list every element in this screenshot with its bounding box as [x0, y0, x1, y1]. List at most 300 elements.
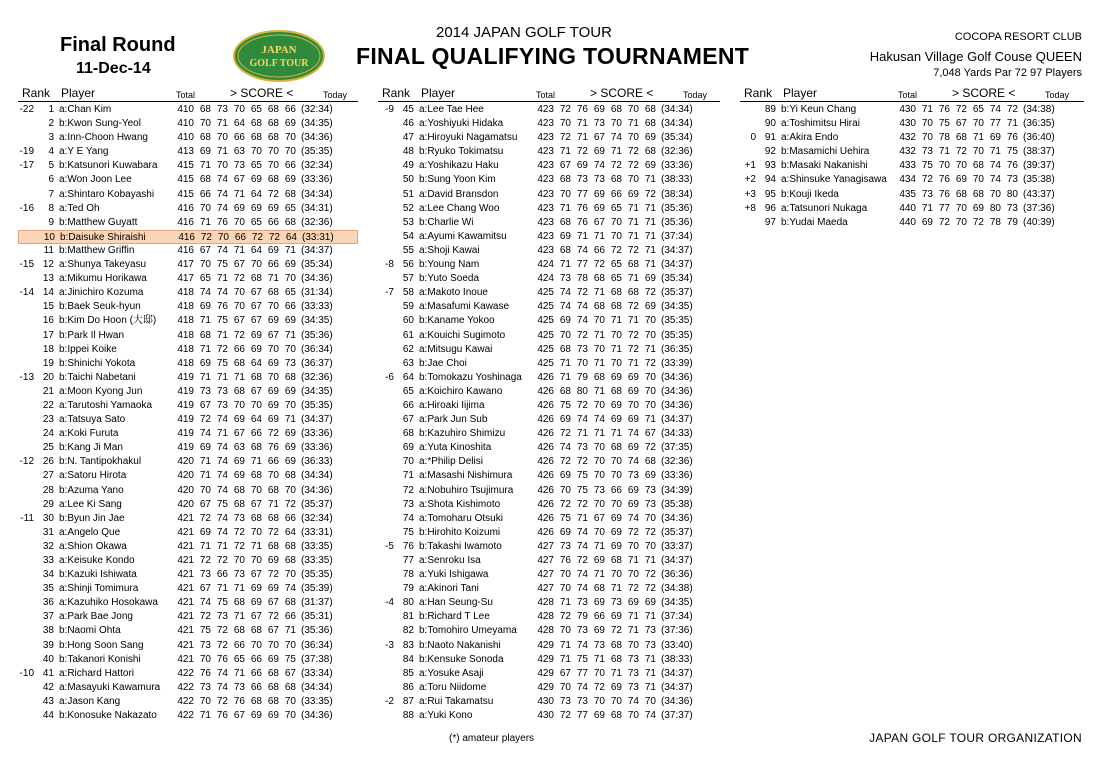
row-round6: 70	[284, 639, 296, 651]
golf-tour-logo	[233, 30, 325, 82]
row-rank: 3	[48, 132, 54, 144]
row-round4: 69	[250, 710, 262, 722]
row-round4: 64	[250, 244, 262, 256]
row-round5: 69	[627, 188, 639, 200]
row-round5: 69	[267, 385, 279, 397]
row-round6: 71	[644, 667, 656, 679]
table-row	[378, 145, 720, 159]
row-round2: 70	[217, 231, 229, 243]
row-total: 417	[177, 259, 194, 271]
row-round5: 69	[627, 597, 639, 609]
row-round5: 73	[627, 470, 639, 482]
row-round5: 68	[267, 104, 279, 115]
row-round5: 67	[267, 625, 279, 637]
row-player: a:Yosuke Asaji	[419, 667, 484, 679]
row-round3: 67	[955, 118, 967, 130]
row-round3: 71	[593, 357, 605, 369]
row-today: (33:36)	[661, 160, 693, 172]
header-player: Player	[61, 86, 96, 100]
row-round6: 71	[644, 259, 656, 271]
row-round2: 74	[216, 526, 228, 538]
row-today: (36:35)	[1023, 118, 1055, 130]
row-player: b:N. Tantipokhakul	[59, 456, 142, 468]
row-round6: 71	[644, 653, 656, 665]
row-rank: 48	[402, 146, 414, 158]
row-total: 428	[537, 597, 554, 609]
row-total: 422	[177, 667, 194, 679]
row-player: b:Masaki Nakanishi	[781, 160, 868, 172]
row-round5: 70	[267, 470, 279, 482]
row-round1: 73	[199, 639, 211, 651]
row-round2: 75	[938, 118, 950, 130]
row-round1: 72	[559, 428, 571, 440]
row-rank: 97	[764, 216, 776, 228]
row-today: (35:35)	[661, 315, 693, 327]
row-round4: 65	[250, 160, 262, 172]
row-round3: 68	[233, 498, 245, 510]
row-round2: 71	[216, 146, 228, 158]
row-round3: 68	[955, 188, 967, 200]
row-round3: 69	[593, 188, 605, 200]
row-round1: 69	[199, 526, 211, 538]
row-round6: 70	[644, 695, 656, 707]
row-round5: 77	[989, 118, 1001, 130]
row-round4: 68	[250, 470, 262, 482]
table-row	[378, 399, 720, 413]
row-today: (37:36)	[1023, 202, 1055, 214]
row-total: 419	[177, 385, 194, 397]
row-round6: 71	[644, 343, 656, 355]
row-round3: 73	[233, 512, 245, 524]
row-player: a:Lee Tae Hee	[419, 104, 484, 115]
row-round2: 73	[576, 174, 588, 186]
row-round3: 72	[593, 259, 605, 271]
row-rank: 65	[402, 385, 414, 397]
row-rank: 12	[42, 259, 54, 271]
tour-subtitle: 2014 JAPAN GOLF TOUR	[436, 24, 612, 41]
row-round5: 70	[627, 104, 639, 115]
row-round2: 75	[216, 498, 228, 510]
row-round6: 72	[644, 583, 656, 595]
row-round3: 71	[593, 385, 605, 397]
row-round6: 71	[1006, 118, 1018, 130]
row-round4: 69	[250, 202, 262, 214]
row-player: a:Mikumu Horikawa	[59, 273, 147, 285]
row-to-par: -3	[385, 639, 394, 651]
row-round4: 64	[250, 188, 262, 200]
row-player: b:Charlie Wi	[419, 216, 474, 228]
row-round4: 68	[972, 160, 984, 172]
row-rank: 4	[48, 146, 54, 158]
row-player: a:Ted Oh	[59, 202, 100, 214]
row-player: a:Shunya Takeyasu	[59, 259, 147, 271]
row-round6: 69	[284, 259, 296, 271]
row-player: b:Masamichi Uehira	[781, 146, 870, 158]
row-player: b:Hirohito Koizumi	[419, 526, 501, 538]
row-player: b:Jae Choi	[419, 357, 467, 369]
header-today: Today	[323, 90, 348, 100]
row-player: a:Ayumi Kawamitsu	[419, 230, 507, 242]
row-round4: 68	[610, 442, 622, 454]
row-total: 418	[177, 343, 194, 355]
table-row	[378, 343, 720, 357]
row-round4: 70	[610, 118, 622, 130]
row-today: (35:34)	[661, 132, 693, 144]
row-today: (36:33)	[301, 456, 333, 468]
row-today: (37:36)	[661, 625, 693, 637]
row-player: a:Shinji Tomimura	[59, 583, 139, 595]
row-round6: 71	[644, 202, 656, 214]
row-round4: 70	[610, 329, 622, 341]
row-round1: 70	[559, 681, 571, 693]
row-player: b:Kazuki Ishiwata	[59, 569, 137, 581]
row-player: b:Sung Yoon Kim	[419, 174, 496, 186]
table-row	[18, 709, 358, 723]
row-total: 429	[537, 681, 554, 693]
row-round4: 74	[610, 132, 622, 144]
row-round1: 68	[199, 132, 211, 144]
row-round2: 69	[576, 160, 588, 172]
row-round5: 72	[267, 188, 279, 200]
row-round5: 80	[989, 202, 1001, 214]
row-total: 425	[537, 301, 554, 313]
row-round3: 68	[955, 132, 967, 144]
row-total: 426	[537, 385, 554, 397]
row-total: 418	[177, 357, 194, 369]
row-round5: 74	[627, 512, 639, 524]
row-round4: 66	[610, 484, 622, 496]
row-total: 421	[177, 611, 194, 623]
row-round3: 73	[233, 569, 245, 581]
row-round6: 73	[644, 498, 656, 510]
row-round4: 69	[250, 329, 262, 341]
row-round2: 74	[216, 681, 228, 693]
table-row	[378, 455, 720, 469]
row-today: (32:34)	[301, 160, 333, 172]
row-rank: 55	[402, 244, 414, 256]
row-round1: 74	[199, 287, 211, 299]
row-round1: 69	[199, 442, 211, 454]
row-round1: 71	[559, 653, 571, 665]
row-rank: 80	[402, 597, 414, 609]
row-rank: 26	[42, 456, 54, 468]
row-round5: 71	[627, 555, 639, 566]
row-round4: 68	[250, 625, 262, 637]
row-today: (34:36)	[661, 371, 693, 383]
row-round5: 69	[267, 202, 279, 214]
row-rank: 82	[402, 625, 414, 637]
table-row	[18, 202, 358, 216]
table-row	[18, 413, 358, 427]
row-rank: 96	[764, 202, 776, 214]
row-round2: 75	[216, 315, 228, 327]
row-round6: 69	[644, 273, 656, 285]
header-rule	[378, 101, 720, 102]
row-round2: 71	[216, 329, 228, 341]
row-round4: 70	[250, 399, 262, 411]
row-round1: 71	[921, 202, 933, 214]
row-round1: 75	[921, 160, 933, 172]
row-round6: 69	[644, 597, 656, 609]
row-rank: 93	[764, 160, 776, 172]
row-round3: 71	[233, 667, 245, 679]
row-round3: 69	[233, 456, 245, 468]
row-round6: 66	[284, 301, 296, 313]
row-round4: 68	[610, 301, 622, 313]
row-round5: 67	[267, 597, 279, 609]
row-round6: 70	[284, 146, 296, 158]
row-round1: 69	[559, 414, 571, 426]
row-total: 423	[537, 174, 554, 186]
row-total: 423	[537, 132, 554, 144]
row-round2: 74	[216, 484, 228, 496]
row-round3: 67	[233, 710, 245, 722]
row-rank: 53	[402, 216, 414, 228]
row-round3: 70	[955, 160, 967, 172]
row-round3: 70	[233, 301, 245, 313]
row-total: 421	[177, 583, 194, 595]
row-player: a:Makoto Inoue	[419, 287, 488, 299]
row-round5: 71	[627, 202, 639, 214]
row-round1: 70	[199, 118, 211, 130]
row-round3: 66	[593, 244, 605, 256]
row-round4: 66	[250, 653, 262, 665]
row-round1: 75	[559, 399, 571, 411]
row-round6: 69	[644, 132, 656, 144]
row-round1: 68	[559, 174, 571, 186]
row-to-par: +1	[744, 160, 756, 172]
row-total: 421	[177, 526, 194, 538]
row-round2: 73	[576, 695, 588, 707]
row-round2: 72	[576, 146, 588, 158]
table-row	[18, 300, 358, 314]
row-total: 410	[177, 132, 194, 144]
row-round2: 72	[576, 456, 588, 468]
row-today: (31:34)	[301, 287, 333, 299]
row-total: 416	[177, 216, 194, 228]
row-player: a:Shoji Kawai	[419, 244, 480, 256]
row-to-par: -12	[19, 456, 34, 468]
row-player: b:Young Nam	[419, 259, 480, 271]
row-round5: 73	[627, 653, 639, 665]
row-round3: 70	[593, 498, 605, 510]
table-row	[378, 413, 720, 427]
row-round3: 70	[593, 399, 605, 411]
row-round6: 68	[644, 456, 656, 468]
row-round3: 71	[593, 329, 605, 341]
row-rank: 13	[42, 273, 54, 285]
row-round1: 70	[559, 484, 571, 496]
row-total: 430	[899, 118, 916, 130]
row-today: (33:37)	[661, 540, 693, 552]
row-rank: 15	[42, 301, 54, 313]
row-round2: 71	[576, 230, 588, 242]
row-total: 423	[537, 230, 554, 242]
row-round1: 67	[559, 667, 571, 679]
row-total: 420	[177, 498, 194, 510]
table-row	[378, 568, 720, 582]
row-round6: 71	[284, 244, 296, 256]
row-rank: 16	[42, 315, 54, 327]
row-player: a:*Philip Delisi	[419, 456, 483, 468]
row-round2: 73	[576, 625, 588, 637]
table-row	[18, 526, 358, 540]
row-rank: 63	[402, 357, 414, 369]
row-round1: 72	[199, 512, 211, 524]
row-round1: 69	[199, 357, 211, 369]
row-to-par: -6	[385, 371, 394, 383]
row-rank: 14	[42, 287, 54, 299]
row-today: (35:31)	[301, 611, 333, 623]
row-today: (33:34)	[301, 667, 333, 679]
row-total: 428	[537, 625, 554, 637]
row-player: a:Koichiro Kawano	[419, 385, 503, 397]
header-player: Player	[783, 86, 818, 100]
row-round4: 68	[610, 174, 622, 186]
row-round2: 75	[576, 653, 588, 665]
row-today: (36:37)	[301, 357, 333, 369]
header-rank: Rank	[382, 86, 411, 100]
row-round4: 71	[610, 667, 622, 679]
row-round5: 70	[627, 569, 639, 581]
row-total: 435	[899, 188, 916, 200]
row-round5: 69	[267, 414, 279, 426]
row-round1: 65	[199, 273, 211, 285]
table-row	[18, 314, 358, 328]
row-rank: 33	[42, 555, 54, 566]
row-to-par: -14	[19, 287, 34, 299]
row-round1: 70	[199, 653, 211, 665]
row-player: b:Konosuke Nakazato	[59, 710, 157, 722]
row-round4: 68	[610, 104, 622, 115]
row-rank: 24	[42, 428, 54, 440]
row-round1: 70	[559, 569, 571, 581]
row-round4: 65	[250, 104, 262, 115]
row-round6: 71	[644, 681, 656, 693]
row-rank: 37	[42, 611, 54, 623]
row-player: b:Kaname Yokoo	[419, 315, 495, 327]
table-row	[378, 441, 720, 455]
row-round1: 70	[921, 132, 933, 144]
row-rank: 19	[42, 357, 54, 369]
table-row	[18, 455, 358, 469]
row-today: (35:35)	[301, 146, 333, 158]
row-round6: 73	[644, 484, 656, 496]
row-round4: 68	[610, 555, 622, 566]
row-round3: 66	[593, 611, 605, 623]
row-rank: 46	[402, 118, 414, 130]
row-round4: 71	[610, 583, 622, 595]
row-round5: 72	[267, 569, 279, 581]
row-rank: 70	[402, 456, 414, 468]
row-total: 430	[899, 104, 916, 115]
row-round2: 74	[216, 442, 228, 454]
row-total: 421	[177, 569, 194, 581]
row-round1: 71	[199, 470, 211, 482]
row-round6: 72	[644, 188, 656, 200]
row-round1: 70	[199, 202, 211, 214]
row-to-par: -16	[19, 202, 34, 214]
table-row	[740, 131, 1084, 145]
row-total: 432	[899, 132, 916, 144]
row-rank: 94	[764, 174, 776, 186]
row-rank: 84	[402, 653, 414, 665]
row-round4: 72	[610, 625, 622, 637]
row-rank: 7	[48, 188, 54, 200]
table-row	[378, 498, 720, 512]
column-header	[740, 85, 1084, 101]
row-rank: 75	[402, 526, 414, 538]
row-round3: 71	[593, 569, 605, 581]
row-round6: 69	[284, 442, 296, 454]
row-total: 429	[537, 653, 554, 665]
row-round3: 71	[233, 244, 245, 256]
row-rank: 23	[42, 414, 54, 426]
row-rank: 2	[48, 118, 54, 130]
table-row	[378, 624, 720, 638]
row-to-par: -22	[19, 104, 34, 115]
table-row	[18, 427, 358, 441]
row-player: a:Shinsuke Yanagisawa	[781, 174, 887, 186]
row-round3: 73	[233, 681, 245, 693]
row-round2: 73	[216, 385, 228, 397]
row-rank: 58	[402, 287, 414, 299]
row-rank: 83	[402, 639, 414, 651]
table-row	[18, 103, 358, 117]
row-player: a:Rui Takamatsu	[419, 695, 494, 707]
row-player: b:Azuma Yano	[59, 484, 124, 496]
row-player: a:Akinori Tani	[419, 583, 479, 595]
row-round4: 65	[250, 216, 262, 228]
table-row	[378, 286, 720, 300]
row-today: (37:34)	[661, 611, 693, 623]
row-round3: 72	[233, 273, 245, 285]
row-total: 434	[899, 174, 916, 186]
row-round2: 76	[216, 710, 228, 722]
row-round6: 69	[284, 428, 296, 440]
row-round6: 66	[284, 160, 296, 172]
row-round2: 71	[576, 512, 588, 524]
row-to-par: -4	[385, 597, 394, 609]
row-round6: 72	[1006, 104, 1018, 115]
row-round5: 72	[627, 343, 639, 355]
row-rank: 35	[42, 583, 54, 595]
row-today: (37:34)	[661, 230, 693, 242]
row-round3: 70	[593, 470, 605, 482]
row-round5: 68	[267, 174, 279, 186]
row-today: (34:35)	[301, 118, 333, 130]
row-total: 421	[177, 597, 194, 609]
row-total: 410	[177, 104, 194, 115]
row-round2: 75	[576, 470, 588, 482]
table-row	[18, 582, 358, 596]
row-round6: 72	[644, 442, 656, 454]
table-row	[378, 357, 720, 371]
row-round2: 71	[576, 428, 588, 440]
header-today: Today	[683, 90, 708, 100]
row-round3: 72	[955, 146, 967, 158]
row-today: (34:34)	[661, 118, 693, 130]
table-row	[378, 371, 720, 385]
row-player: b:Tomohiro Umeyama	[419, 625, 517, 637]
row-round4: 64	[250, 414, 262, 426]
row-round4: 68	[610, 287, 622, 299]
row-rank: 57	[402, 273, 414, 285]
row-round1: 68	[559, 385, 571, 397]
row-rank: 21	[42, 385, 54, 397]
row-total: 415	[177, 174, 194, 186]
row-to-par: +3	[744, 188, 756, 200]
